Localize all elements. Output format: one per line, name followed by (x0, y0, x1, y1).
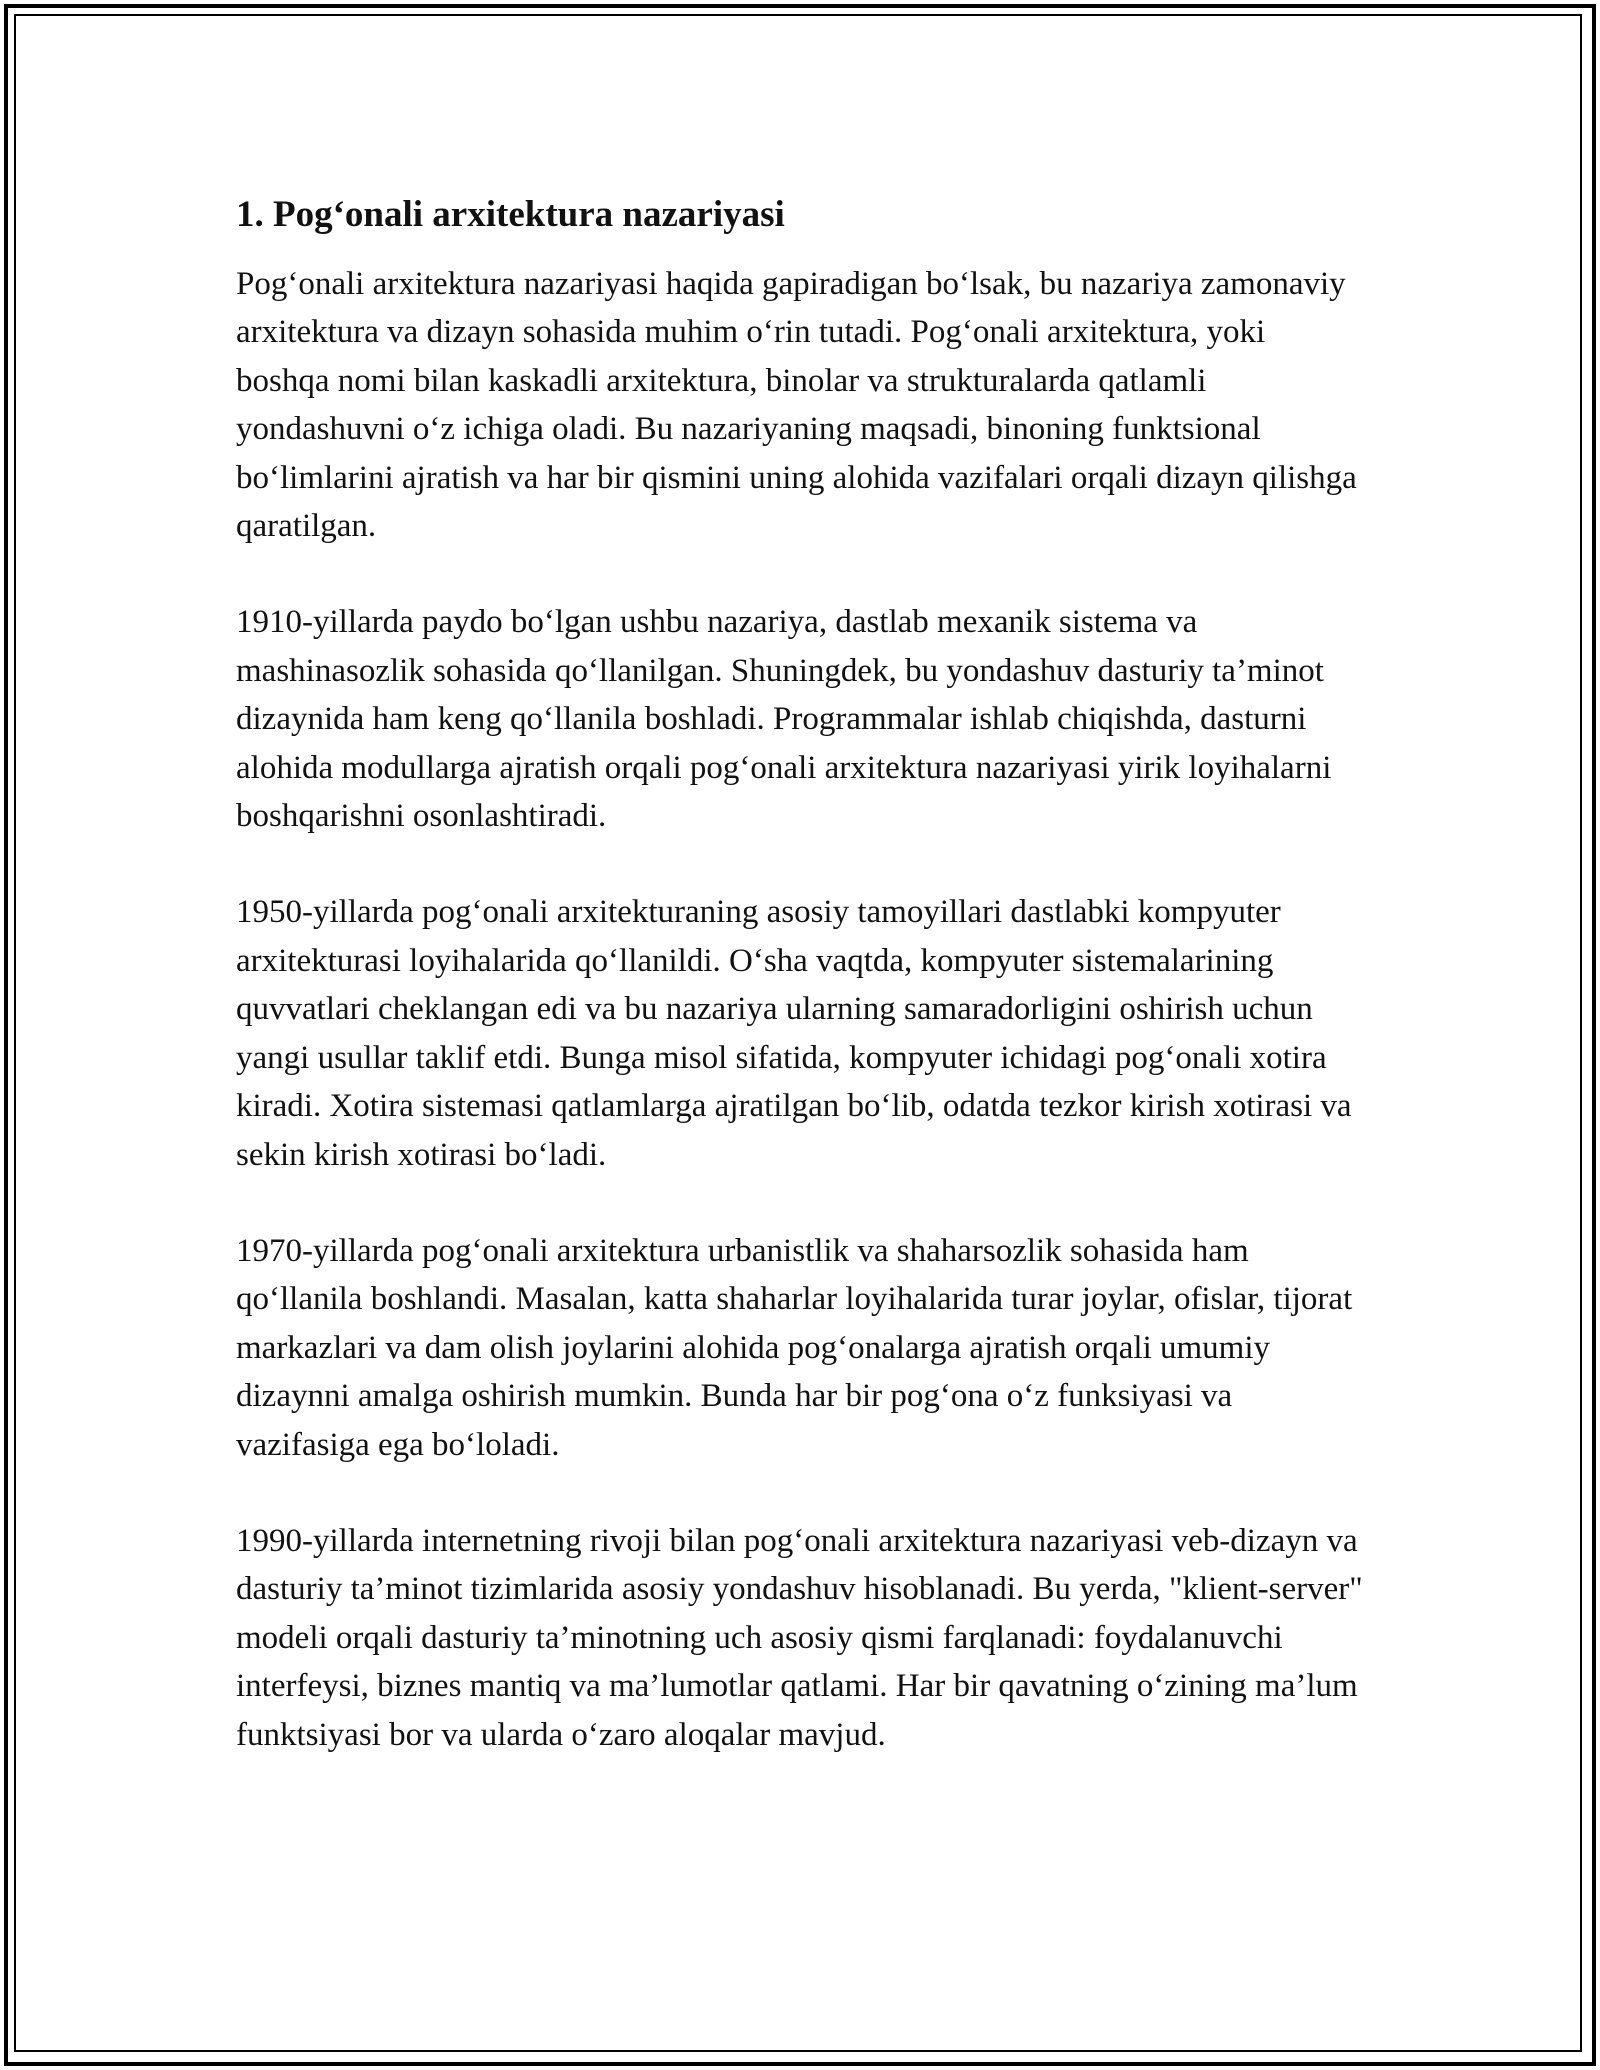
paragraph-1990s: 1990-yillarda internetning rivoji bilan pog‘onali arxitektura nazariyasi veb-dizayn va dasturiy ta’minot tizimlarida asosiy yondashuv hisoblanadi. Bu yerda, "klient-server" modeli orqali dasturiy ta’minotning uch asosiy qismi farqlanadi: foydalanuvchi interfeysi, biznes mantiq va ma’lumotlar qatlami. Har bir qavatning o‘zining ma’lum funktsiyasi bor va ularda o‘zaro aloqalar mavjud. (236, 1522, 1363, 1753)
paragraph-intro: Pog‘onali arxitektura nazariyasi haqida gapiradigan bo‘lsak, bu nazariya zamonaviy arxitektura va dizayn sohasida muhim o‘rin tutadi. Pog‘onali arxitektura, yoki boshqa nomi bilan kaskadli arxitektura, binolar va strukturalarda qatlamli yondashuvni o‘z ichiga oladi. Bu nazariyaning maqsadi, binoning funktsional bo‘limlarini ajratish va har bir qismini uning alohida vazifalari orqali dizayn qilishga qaratilgan. (236, 266, 1357, 545)
paragraph-1910s: 1910-yillarda paydo bo‘lgan ushbu nazariya, dastlab mexanik sistema va mashinasozlik sohasida qo‘llanilgan. Shuningdek, bu yondashuv dasturiy ta’minot dizaynida ham keng qo‘llanila boshladi. Programmalar ishlab chiqishda, dasturni alohida modullarga ajratish orqali pog‘onali arxitektura nazariyasi yirik loyihalarni boshqarishni osonlashtiradi. (236, 604, 1332, 835)
document-body (236, 180, 1366, 1807)
paragraph-1970s: 1970-yillarda pog‘onali arxitektura urbanistlik va shaharsozlik sohasida ham qo‘llanila boshlandi. Masalan, katta shaharlar loyihalarida turar joylar, ofislar, tijorat markazlari va dam olish joylarini alohida pog‘onalarga ajratish orqali umumiy dizaynni amalga oshirish mumkin. Bunda har bir pog‘ona o‘z funksiyasi va vazifasiga ega bo‘loladi. (236, 1232, 1353, 1463)
paragraph-1950s: 1950-yillarda pog‘onali arxitekturaning asosiy tamoyillari dastlabki kompyuter arxitekturasi loyihalarida qo‘llanildi. O‘sha vaqtda, kompyuter sistemalarining quvvatlari cheklangan edi va bu nazariya ularning samaradorligini oshirish uchun yangi usullar taklif etdi. Bunga misol sifatida, kompyuter ichidagi pog‘onali xotira kiradi. Xotira sistemasi qatlamlarga ajratilgan bo‘lib, odatda tezkor kirish xotirasi va sekin kirish xotirasi bo‘ladi. (236, 894, 1352, 1173)
section-heading: 1. Pog‘onali arxitektura nazariyasi (236, 194, 785, 235)
